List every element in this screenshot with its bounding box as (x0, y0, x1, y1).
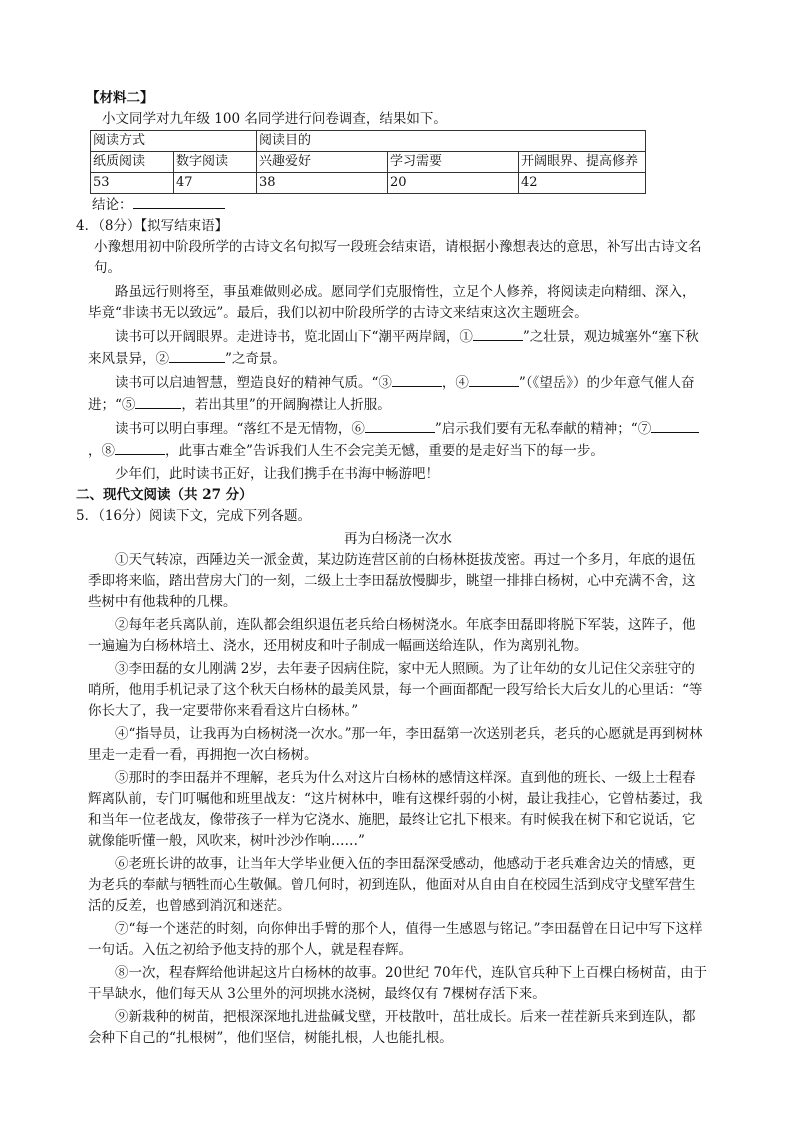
answer-blank-1[interactable] (473, 326, 523, 341)
blank-number: ⑤ (121, 397, 136, 413)
answer-blank-5[interactable] (135, 394, 181, 409)
conclusion-line (88, 194, 708, 216)
table-group-header: 阅读目的 (257, 131, 646, 152)
table-column-header: 纸质阅读 (91, 152, 174, 173)
answer-blank-7[interactable] (651, 418, 699, 433)
table-group-header: 阅读方式 (91, 131, 257, 152)
article-body (88, 550, 708, 1049)
article-paragraph: ⑥老班长讲的故事，让当年大学毕业便入伍的李田磊深受感动，他感动于老兵难舍边关的情感，更为老兵的奉献与牺牲而心生敬佩。曾几何时，初到连队，他面对从自由自在校园生活到戍守戈壁军营生活的反差，也曾感到消沉和迷茫。 (88, 856, 696, 914)
answer-blank-3[interactable] (392, 372, 442, 387)
table-column-header: 开阔眼界、提高修养 (519, 152, 646, 173)
q4-prompt: 小豫想用初中阶段所学的古诗文名句拟写一段班会结束语，请根据小豫想表达的意思，补写出古诗文名句。 (94, 239, 702, 276)
blank-number: ② (155, 351, 169, 367)
table-cell: 53 (91, 173, 174, 194)
article-paragraph: ⑤那时的李田磊并不理解，老兵为什么对这片白杨林的感情这样深。直到他的班长、一级上士程春辉离队前，专门叮嘱他和班里战友：“这片树林中，唯有这棵纤弱的小树，最让我挂心，它曾枯萎过，我和当年一位老战友，像带孩子一样为它浇水、施肥，最终让它扎下根来。有时候我在树下和它说话，它就像能听懂一般，风吹来，树叶沙沙作响……” (88, 770, 703, 849)
blank-number: ⑥ (351, 421, 365, 437)
q5-heading: 5．（16分）阅读下文，完成下列各题。 (76, 508, 312, 524)
table-column-header: 数字阅读 (174, 152, 257, 173)
q4-paragraph-3 (88, 372, 708, 416)
q4-text: ”之壮景，观边城塞外“塞下秋来风景异， (88, 329, 699, 367)
table-cell: 20 (388, 173, 519, 194)
answer-blank-4[interactable] (469, 372, 519, 387)
q4-text: ”之奇景。 (225, 351, 286, 367)
q4-text: 读书可以启迪智慧，塑造良好的精神气质。“ (115, 375, 379, 391)
material2-title: 【材料二】 (86, 90, 154, 106)
answer-blank-8[interactable] (115, 440, 165, 455)
document-page (76, 88, 708, 1049)
table-cell: 47 (174, 173, 257, 194)
article-paragraph: ③李田磊的女儿刚满 2岁，去年妻子因病住院，家中无人照顾。为了让年幼的女儿记住父亲驻守的哨所，他用手机记录了这个秋天白杨林的最美风景，每一个画面都配一段写给长大后女儿的心里话：“等你长大了，我一定要带你来看看这片白杨林。” (88, 661, 703, 719)
q4-text: ”启示我们要有无私奉献的精神；“ (434, 421, 638, 437)
table-cell: 42 (519, 173, 646, 194)
answer-blank-6[interactable] (365, 418, 435, 433)
article-title: 再为白杨浇一次水 (344, 531, 452, 547)
material2-intro: 小文同学对九年级 100 名同学进行问卷调查，结果如下。 (102, 111, 447, 127)
q4-text: 读书可以开阔眼界。走进诗书，览北固山下“潮平两岸阔， (115, 329, 460, 345)
table-cell: 38 (257, 173, 388, 194)
blank-number: ⑧ (101, 443, 115, 459)
conclusion-blank[interactable] (133, 194, 225, 209)
article-paragraph: ①天气转凉，西陲边关一派金黄，某边防连营区前的白杨林挺拔茂密。再过一个多月，年底的退伍季即将来临，踏出营房大门的一刻，二级上士李田磊放慢脚步，眺望一排排白杨树，心中充满不舍，这些树中有他栽种的几棵。 (88, 552, 696, 610)
q4-text: ”（《望岳》）的少年意气催人奋进；“ (88, 375, 695, 413)
q4-text: ，若出其里”的开阔胸襟让人折服。 (181, 397, 391, 413)
article-paragraph: ⑨新栽种的树苗，把根深深地扎进盐碱戈壁，开枝散叶，茁壮成长。后来一茬茬新兵来到连队，都会种下自己的“扎根树”，他们坚信，树能扎根，人也能扎根。 (88, 1009, 696, 1046)
article-paragraph: ②每年老兵离队前，连队都会组织退伍老兵给白杨树浇水。年底李田磊即将脱下军装，这阵子，他一遍遍为白杨林培土、浇水，还用树皮和叶子制成一幅画送给连队，作为离别礼物。 (88, 617, 696, 654)
article-paragraph: ⑧一次，程春辉给他讲起这片白杨林的故事。20世纪 70年代，连队官兵种下上百棵白杨树苗，由于干旱缺水，他们每天从 3公里外的河坝挑水浇树，最终仅有 7棵树存活下来。 (88, 965, 708, 1002)
q4-heading: 4．（8分）【拟写结束语】 (76, 218, 229, 234)
q4-paragraph-5: 少年们，此时读书正好，让我们携手在书海中畅游吧！ (115, 466, 439, 482)
q4-paragraph-4 (88, 418, 708, 462)
survey-table (90, 130, 646, 194)
conclusion-label: 结论： (92, 197, 133, 213)
table-column-header: 学习需要 (388, 152, 519, 173)
q4-text: ， (88, 443, 102, 459)
q4-paragraph-1: 路虽远行则将至，事虽难做则必成。愿同学们克服惰性，立足个人修养，将阅读走向精细、深入，毕竟“非读书无以致远”。最后，我们以初中阶段所学的古诗文来结束这次主题班会。 (88, 284, 696, 321)
table-column-header: 兴趣爱好 (257, 152, 388, 173)
q4-text: ， (441, 375, 456, 391)
blank-number: ③ (378, 375, 392, 391)
section2-heading: 二、现代文阅读（共 27 分） (76, 487, 253, 503)
q4-paragraph-2 (88, 326, 708, 370)
blank-number: ① (459, 329, 473, 345)
article-paragraph: ⑦“每一个迷茫的时刻，向你伸出手臂的那个人，值得一生感恩与铭记。”李田磊曾在日记中写下这样一句话。入伍之初给予他支持的那个人，就是程春辉。 (88, 921, 703, 958)
blank-number: ⑦ (637, 421, 652, 437)
answer-blank-2[interactable] (169, 348, 225, 363)
q4-text: ，此事古难全”告诉我们人生不会完美无憾，重要的是走好当下的每一步。 (165, 443, 604, 459)
blank-number: ④ (455, 375, 469, 391)
article-paragraph: ④“指导员，让我再为白杨树浇一次水。”那一年，李田磊第一次送别老兵，老兵的心愿就是再到树林里走一走看一看，再拥抱一次白杨树。 (88, 726, 703, 763)
q4-text: 读书可以明白事理。“落红不是无情物， (115, 421, 352, 437)
